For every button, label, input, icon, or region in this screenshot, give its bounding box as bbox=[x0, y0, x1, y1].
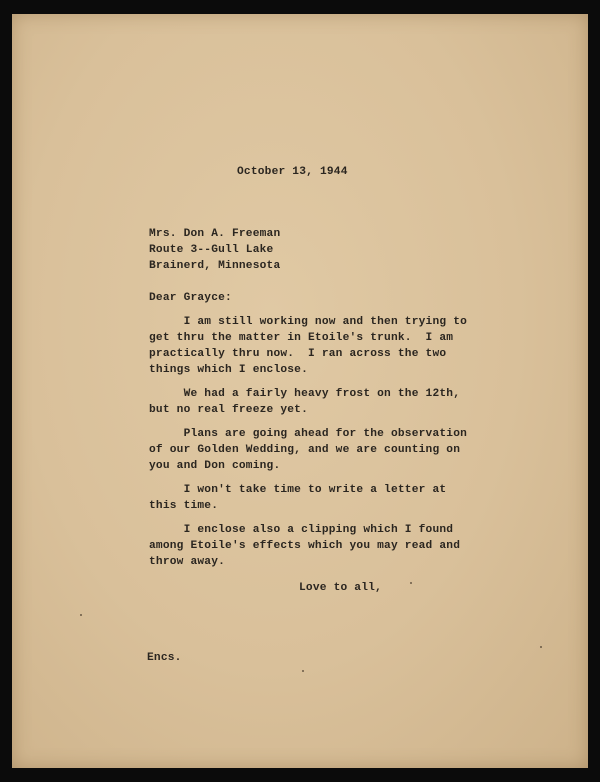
address-line: Route 3--Gull Lake bbox=[149, 244, 274, 256]
letter-date: October 13, 1944 bbox=[237, 166, 348, 178]
body-line: I enclose also a clipping which I found bbox=[149, 524, 454, 536]
body-line: Plans are going ahead for the observation bbox=[149, 428, 468, 440]
address-line: Mrs. Don A. Freeman bbox=[149, 228, 281, 240]
body-line: get thru the matter in Etoile's trunk. I am bbox=[149, 332, 454, 344]
address-line: Brainerd, Minnesota bbox=[149, 260, 281, 272]
salutation: Dear Grayce: bbox=[149, 292, 232, 304]
letter-page bbox=[12, 14, 588, 768]
closing: Love to all, bbox=[299, 582, 382, 594]
body-line: among Etoile's effects which you may read and bbox=[149, 540, 461, 552]
paper-speck bbox=[410, 582, 412, 584]
paper-speck bbox=[302, 670, 304, 672]
body-line: I am still working now and then trying to bbox=[149, 316, 468, 328]
enclosure-note: Encs. bbox=[147, 652, 182, 664]
body-line: this time. bbox=[149, 500, 219, 512]
body-line: of our Golden Wedding, and we are counting on bbox=[149, 444, 461, 456]
body-line: things which I enclose. bbox=[149, 364, 309, 376]
body-line: I won't take time to write a letter at bbox=[149, 484, 447, 496]
body-line: throw away. bbox=[149, 556, 226, 568]
paper-speck bbox=[540, 646, 542, 648]
body-line: We had a fairly heavy frost on the 12th, bbox=[149, 388, 461, 400]
body-line: you and Don coming. bbox=[149, 460, 281, 472]
paper-speck bbox=[80, 614, 82, 616]
body-line: practically thru now. I ran across the two bbox=[149, 348, 447, 360]
body-line: but no real freeze yet. bbox=[149, 404, 309, 416]
